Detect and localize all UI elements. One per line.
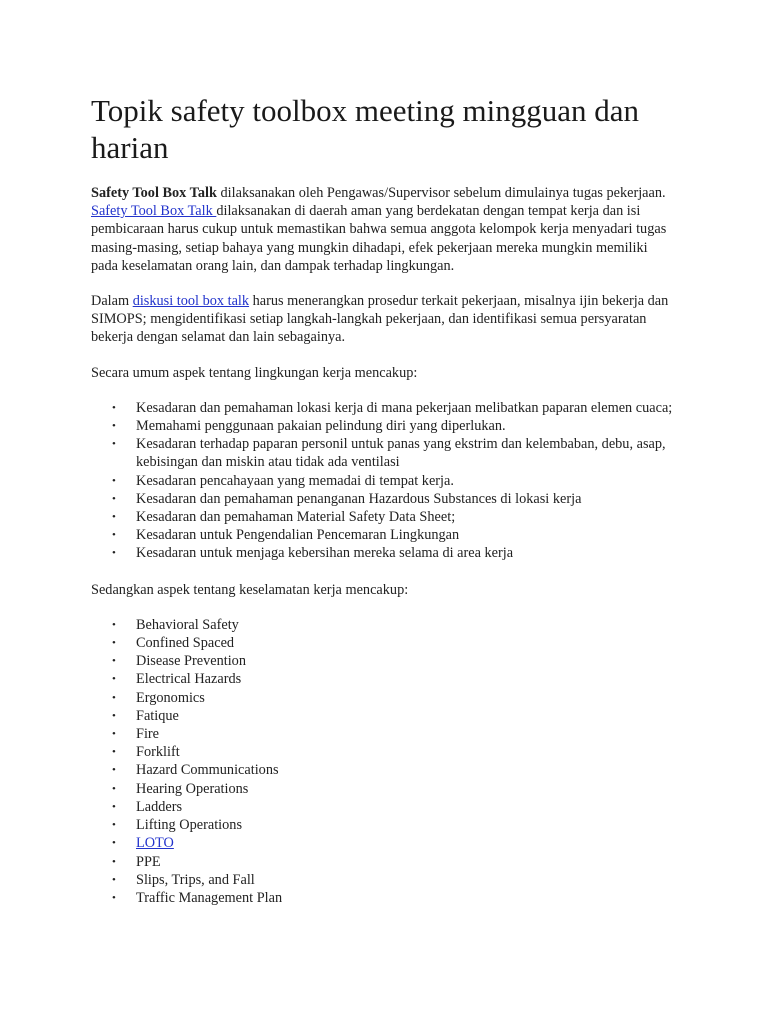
safety-list-item: [112, 816, 678, 834]
bullet-icon: •: [112, 873, 116, 886]
environment-list-item-text: Kesadaran pencahayaan yang memadai di tempat kerja.: [136, 472, 454, 489]
safety-list-item: [112, 780, 678, 798]
safety-list-item: [112, 707, 678, 725]
safety-intro: Sedangkan aspek tentang keselamatan kerja mencakup:: [91, 581, 409, 598]
bullet-icon: •: [112, 691, 116, 704]
discussion-text-a: Dalam: [91, 293, 133, 310]
bullet-icon: •: [112, 511, 116, 524]
environment-list-item: [112, 435, 678, 471]
environment-aspects-list: [91, 399, 678, 563]
bullet-icon: •: [112, 547, 116, 560]
safety-list-item: [112, 834, 678, 852]
safety-list-item-text: Lifting Operations: [136, 817, 243, 834]
environment-list-item-text: Kesadaran dan pemahaman penanganan Hazardous Substances di lokasi kerja: [136, 490, 582, 507]
safety-list-item-text: Hazard Communications: [136, 762, 279, 779]
safety-list-item: [112, 725, 678, 743]
safety-list-item-text: Traffic Management Plan: [136, 889, 283, 906]
safety-list-item-text: Hearing Operations: [136, 780, 249, 797]
safety-list-item-text: Slips, Trips, and Fall: [136, 871, 255, 888]
bullet-icon: •: [112, 529, 116, 542]
safety-list-item-text: Disease Prevention: [136, 653, 246, 670]
intro-text-a: dilaksanakan oleh Pengawas/Supervisor sebelum dimulainya tugas pekerjaan.: [216, 185, 666, 201]
bullet-icon: •: [112, 764, 116, 777]
environment-list-item-text: Kesadaran terhadap paparan personil untuk panas yang ekstrim dan kelembaban, debu, asap, kebisingan dan miskin atau tidak ada ventilasi: [136, 436, 666, 471]
bullet-icon: •: [112, 746, 116, 759]
safety-list-item-text: Ergonomics: [136, 689, 205, 706]
bullet-icon: •: [112, 728, 116, 741]
safety-list-item-text: Electrical Hazards: [136, 671, 242, 688]
safety-list-item-text: Fire: [136, 726, 160, 743]
safety-list-item: [112, 670, 678, 688]
safety-list-item: [112, 761, 678, 779]
environment-list-item-text: Kesadaran untuk menjaga kebersihan mereka selama di area kerja: [136, 545, 514, 562]
bullet-icon: •: [112, 709, 116, 722]
bullet-icon: •: [112, 637, 116, 650]
bullet-icon: •: [112, 855, 116, 868]
environment-list-item-text: Memahami penggunaan pakaian pelindung diri yang diperlukan.: [136, 418, 506, 435]
environment-list-item: [112, 544, 678, 562]
environment-list-item-text: Kesadaran untuk Pengendalian Pencemaran Lingkungan: [136, 527, 460, 544]
bullet-icon: •: [112, 474, 116, 487]
safety-list-item: [112, 616, 678, 634]
bullet-icon: •: [112, 420, 116, 433]
bullet-icon: •: [112, 438, 116, 451]
environment-list-item: [112, 526, 678, 544]
safety-list-item: [112, 634, 678, 652]
safety-list-item: [112, 889, 678, 907]
safety-list-item-text: Forklift: [136, 744, 180, 761]
bullet-icon: •: [112, 401, 116, 414]
bullet-icon: •: [112, 655, 116, 668]
bullet-icon: •: [112, 819, 116, 832]
intro-paragraph: [91, 184, 678, 275]
environment-list-item: [112, 399, 678, 417]
safety-aspects-list: [91, 616, 678, 907]
bullet-icon: •: [112, 618, 116, 631]
environment-list-item-text: Kesadaran dan pemahaman Material Safety Data Sheet;: [136, 509, 456, 526]
intro-bold-lead: Safety Tool Box Talk: [91, 185, 217, 201]
safety-list-item-text: Ladders: [136, 798, 183, 815]
environment-list-item: [112, 417, 678, 435]
safety-list-item: [112, 853, 678, 871]
safety-tool-box-talk-link[interactable]: Safety Tool Box Talk: [91, 203, 217, 220]
safety-list-item-text: Confined Spaced: [136, 635, 235, 652]
environment-list-item-text: Kesadaran dan pemahaman lokasi kerja di mana pekerjaan melibatkan paparan elemen cuaca;: [136, 399, 673, 416]
safety-list-item: [112, 652, 678, 670]
safety-list-item-text: Behavioral Safety: [136, 616, 239, 633]
page-title: Topik safety toolbox meeting mingguan dan harian: [91, 93, 639, 165]
bullet-icon: •: [112, 492, 116, 505]
diskusi-tool-box-talk-link[interactable]: diskusi tool box talk: [132, 293, 250, 310]
safety-list-item-text: Fatique: [136, 707, 179, 724]
bullet-icon: •: [112, 800, 116, 813]
bullet-icon: •: [112, 673, 116, 686]
environment-intro: Secara umum aspek tentang lingkungan kerja mencakup:: [91, 364, 418, 381]
environment-list-item: [112, 508, 678, 526]
loto-link[interactable]: LOTO: [136, 835, 174, 852]
safety-list-item: [112, 871, 678, 889]
discussion-paragraph: [91, 292, 678, 347]
safety-list-item: [112, 798, 678, 816]
environment-list-item: [112, 472, 678, 490]
bullet-icon: •: [112, 891, 116, 904]
intro-text-b: dilaksanakan di daerah aman yang berdekatan dengan tempat kerja dan isi pembicaraan harus cukup untuk memastikan bahwa semua anggota kelompok kerja menyadari tugas masing-masing, setiap bahaya yang mungkin dihadapi, efek pekerjaan mereka mungkin memiliki pada keselamatan orang lain, dan dampak terhadap lingkungan.: [91, 203, 667, 274]
safety-list-item: [112, 743, 678, 761]
environment-list-item: [112, 490, 678, 508]
bullet-icon: •: [112, 782, 116, 795]
safety-list-item-text: PPE: [136, 853, 161, 870]
bullet-icon: •: [112, 837, 116, 850]
discussion-text-b: harus menerangkan prosedur terkait pekerjaan, misalnya ijin bekerja dan SIMOPS; mengidentifikasi setiap langkah-langkah pekerjaan, dan identifikasi semua persyaratan bekerja dengan selamat dan lain sebagainya.: [91, 293, 669, 346]
safety-list-item: [112, 689, 678, 707]
